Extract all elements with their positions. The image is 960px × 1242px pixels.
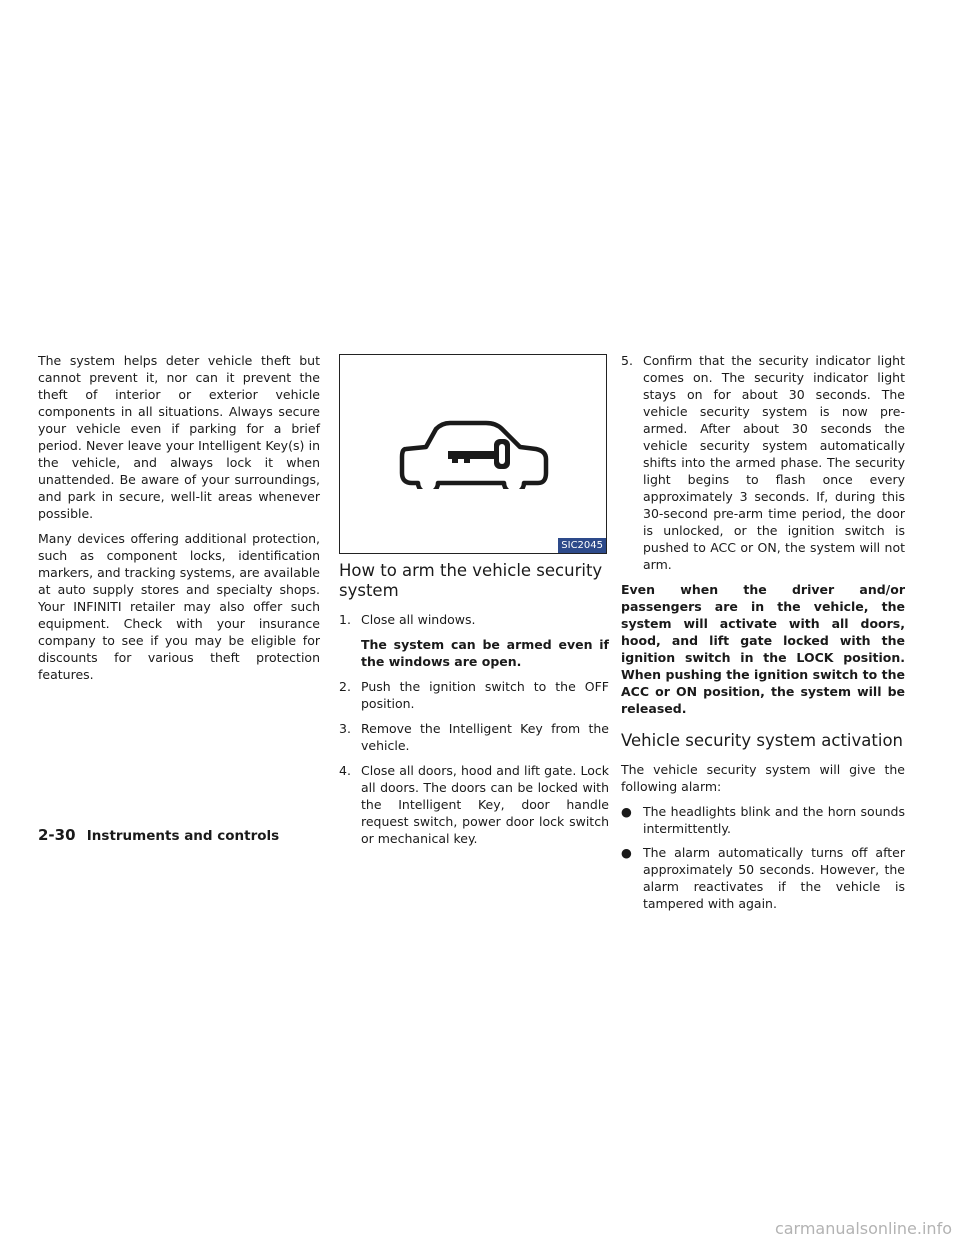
figure-label: SIC2045 (558, 538, 606, 553)
paragraph-intro: The system helps deter vehicle theft but cannot prevent it, nor can it prevent the theft of interior or exterior vehicle components in all situations. Always secure your vehicle even if parking for a brief period. Never leave your Intelligent Key(s) in the vehicle, and always lock it when unattended. Be aware of your surroundings, and park in secure, well-lit areas whenever possible. (38, 353, 320, 521)
page-number: 2-30 (38, 826, 76, 844)
section-title: Instruments and controls (86, 828, 280, 844)
heading-activation: Vehicle security system activation (621, 731, 903, 750)
watermark: carmanualsonline.info (774, 1219, 952, 1238)
step-number: 2. (339, 679, 351, 694)
arming-warning: Even when the driver and/or passengers are in the vehicle, the system will activate with all doors, hood, and lift gate locked with the ignition switch in the LOCK position. When pushing the ignition switch to the ACC or ON position, the system will be released. (621, 582, 905, 716)
step-item (339, 720, 609, 754)
bullet-icon: ● (621, 804, 632, 819)
step-text: Push the ignition switch to the OFF position. (361, 679, 609, 711)
bullet-item (621, 803, 905, 837)
step-number: 1. (339, 612, 351, 627)
column-middle (339, 561, 609, 855)
bullet-text: The headlights blink and the horn sounds intermittently. (643, 804, 905, 836)
bullet-item (621, 844, 905, 912)
step-item (621, 352, 905, 573)
step-note: The system can be armed even if the windows are open. (361, 637, 609, 669)
step-number: 5. (621, 353, 633, 368)
column-left (38, 352, 320, 691)
step-item (339, 678, 609, 712)
step-number: 4. (339, 763, 351, 778)
bullet-icon: ● (621, 845, 632, 860)
figure-security-indicator (339, 354, 607, 554)
step-text: Remove the Intelligent Key from the vehicle. (361, 721, 609, 753)
heading-how-to-arm: How to arm the vehicle security system (339, 561, 603, 600)
step-text: Confirm that the security indicator light comes on. The security indicator light stays on for about 30 seconds. The vehicle security system is now pre-armed. After about 30 seconds the vehicle security system automatically shifts into the armed phase. The security light begins to flash once every approximately 3 seconds. If, during this 30-second pre-arm time period, the door is unlocked, or the ignition switch is pushed to ACC or ON, the system will not arm. (643, 353, 905, 572)
alarm-bullets (621, 803, 905, 912)
step-number: 3. (339, 721, 351, 736)
page-footer (38, 826, 279, 844)
car-key-icon (398, 419, 550, 489)
step-text: Close all windows. (361, 612, 476, 627)
activation-intro: The vehicle security system will give the following alarm: (621, 762, 905, 794)
paragraph-devices: Many devices offering additional protection, such as component locks, identification markers, and tracking systems, are available at auto supply stores and specialty shops. Your INFINITI retailer may also offer such equipment. Check with your insurance company to see if you may be eligible for discounts for various theft protection features. (38, 531, 320, 682)
step-item (339, 611, 609, 670)
column-right (621, 352, 905, 919)
step-text: Close all doors, hood and lift gate. Lock all doors. The doors can be locked with the Intelligent Key, door handle request switch, power door lock switch or mechanical key. (361, 763, 609, 846)
step-item (339, 762, 609, 847)
arming-steps-continued (621, 352, 905, 573)
arming-steps (339, 611, 609, 847)
bullet-text: The alarm automatically turns off after approximately 50 seconds. However, the alarm reactivates if the vehicle is tampered with again. (643, 845, 905, 911)
